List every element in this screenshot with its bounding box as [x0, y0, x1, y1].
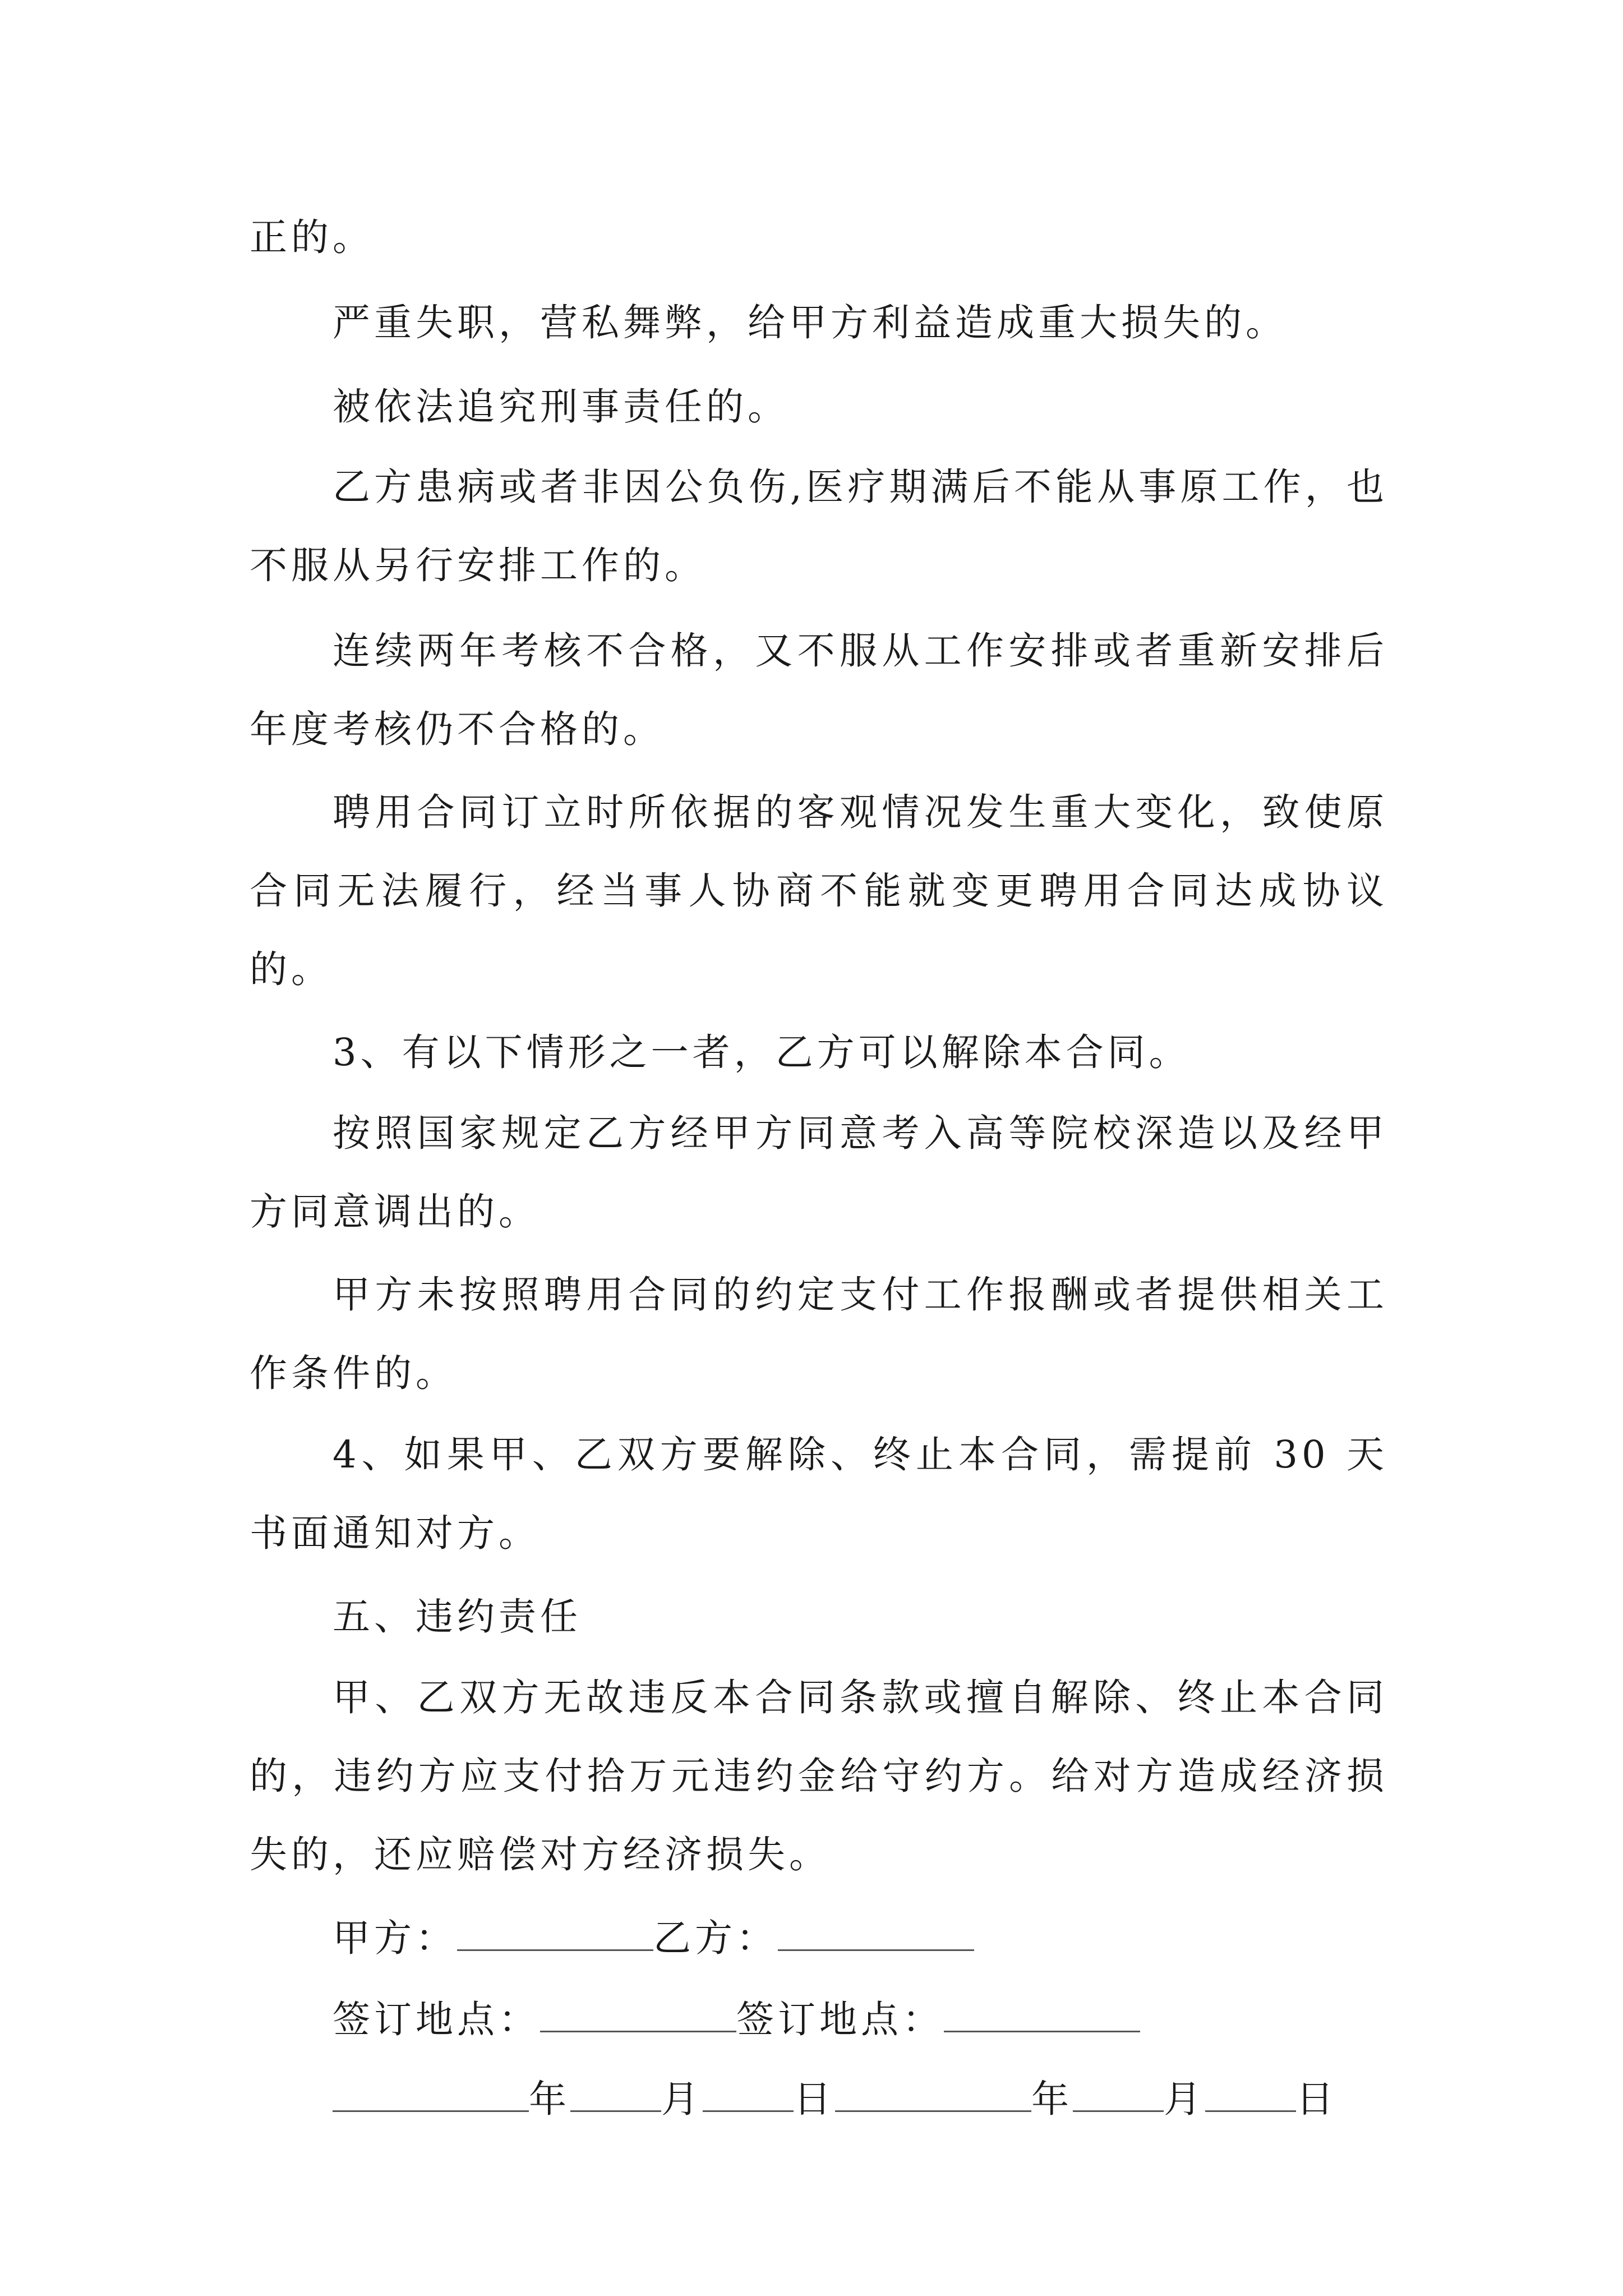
date-signature-line — [333, 2060, 1338, 2138]
place-b-blank[interactable] — [944, 1995, 1140, 2032]
clause-heading: 3、有以下情形之一者，乙方可以解除本合同。 — [333, 1030, 1191, 1074]
paragraph: 甲方未按照聘用合同的约定支付工作报酬或者提供相关工作条件的。 — [250, 1273, 1388, 1395]
date-a-month-label: 月 — [661, 2077, 703, 2121]
party-a-blank[interactable] — [457, 1913, 653, 1951]
date-b-day-label: 日 — [1296, 2077, 1338, 2121]
paragraph: 乙方患病或者非因公负伤,医疗期满后不能从事原工作，也不服从另行安排工作的。 — [250, 465, 1388, 587]
paragraph: 按照国家规定乙方经甲方同意考入高等院校深造以及经甲方同意调出的。 — [250, 1111, 1388, 1234]
date-a-day-label: 日 — [794, 2077, 835, 2121]
paragraph: 严重失职，营私舞弊，给甲方利益造成重大损失的。 — [333, 301, 1287, 344]
date-a-day-blank[interactable] — [703, 2074, 794, 2112]
place-a-blank[interactable] — [540, 1995, 736, 2032]
date-b-month-blank[interactable] — [1073, 2074, 1164, 2112]
date-a-year-blank[interactable] — [333, 2074, 529, 2112]
date-b-year-label: 年 — [1031, 2077, 1073, 2121]
section-heading: 五、违约责任 — [333, 1595, 582, 1639]
place-signature-line — [333, 1980, 1140, 2059]
party-signature-line — [333, 1899, 974, 1977]
paragraph: 连续两年考核不合格，又不服从工作安排或者重新安排后年度考核仍不合格的。 — [250, 629, 1388, 751]
place-a-label: 签订地点： — [333, 1998, 540, 2041]
date-b-year-blank[interactable] — [835, 2074, 1031, 2112]
paragraph-continuation: 正的。 — [250, 215, 374, 259]
place-b-label: 签订地点： — [736, 1998, 944, 2041]
date-b-month-label: 月 — [1164, 2077, 1205, 2121]
paragraph: 被依法追究刑事责任的。 — [333, 385, 789, 429]
paragraph: 聘用合同订立时所依据的客观情况发生重大变化，致使原合同无法履行，经当事人协商不能就变更聘用合同达成协议的。 — [250, 790, 1388, 991]
date-b-day-blank[interactable] — [1205, 2074, 1296, 2112]
party-a-label: 甲方： — [333, 1916, 457, 1960]
date-a-year-label: 年 — [529, 2077, 570, 2121]
paragraph: 甲、乙双方无故违反本合同条款或擅自解除、终止本合同的，违约方应支付拾万元违约金给守约方。给对方造成经济损失的，还应赔偿对方经济损失。 — [250, 1676, 1388, 1876]
date-a-month-blank[interactable] — [570, 2074, 661, 2112]
party-b-blank[interactable] — [778, 1913, 974, 1951]
clause-heading: 4、如果甲、乙双方要解除、终止本合同，需提前 30 天书面通知对方。 — [250, 1433, 1388, 1555]
party-b-label: 乙方： — [653, 1916, 778, 1960]
